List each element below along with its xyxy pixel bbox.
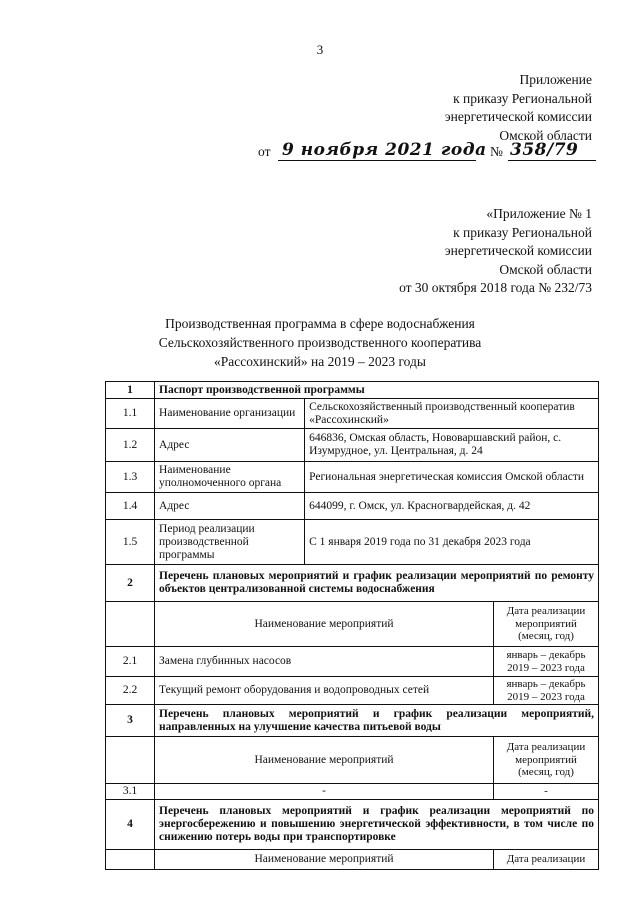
table-row bbox=[106, 493, 599, 520]
table-row bbox=[106, 677, 599, 705]
column-header-row bbox=[106, 602, 599, 647]
column-header-name: Наименование мероприятий bbox=[155, 602, 494, 647]
row-value: Региональная энергетическая комиссия Омской области bbox=[305, 462, 599, 493]
row-number: 1.5 bbox=[106, 520, 155, 565]
row-number: 1.2 bbox=[106, 429, 155, 462]
order-date-line bbox=[258, 139, 598, 163]
measure-date: январь – декабрь 2019 – 2023 года bbox=[494, 647, 599, 677]
table-row bbox=[106, 784, 599, 800]
row-number: 1.1 bbox=[106, 399, 155, 429]
empty-cell bbox=[106, 602, 155, 647]
section-header-row bbox=[106, 382, 599, 399]
measure-name: Текущий ремонт оборудования и водопроводных сетей bbox=[155, 677, 494, 705]
appendix-line: Приложение bbox=[519, 72, 592, 87]
measure-name: - bbox=[155, 784, 494, 800]
column-header-date: Дата реализации bbox=[494, 850, 599, 870]
section-title: Паспорт производственной программы bbox=[155, 382, 599, 399]
appendix-line: энергетической комиссии bbox=[444, 243, 592, 258]
program-table bbox=[105, 381, 599, 870]
appendix-line: к приказу Региональной bbox=[453, 90, 592, 106]
table-row bbox=[106, 399, 599, 429]
column-header-name: Наименование мероприятий bbox=[155, 737, 494, 784]
handwritten-date: 9 ноября 2021 года bbox=[282, 140, 487, 160]
title-line: Производственная программа в сфере водоснабжения bbox=[165, 316, 475, 331]
table-row bbox=[106, 520, 599, 565]
title-line: «Рассохинский» на 2019 – 2023 годы bbox=[214, 354, 426, 369]
table-row bbox=[106, 429, 599, 462]
row-number: 2.2 bbox=[106, 677, 155, 705]
number-label: № bbox=[490, 144, 503, 159]
document-title bbox=[0, 314, 640, 371]
section-header-row bbox=[106, 800, 599, 850]
column-header-name: Наименование мероприятий bbox=[155, 850, 494, 870]
row-value: С 1 января 2019 года по 31 декабря 2023 года bbox=[305, 520, 599, 565]
handwritten-number: 358/79 bbox=[510, 140, 579, 160]
section-number: 4 bbox=[106, 800, 155, 850]
column-header-row bbox=[106, 850, 599, 870]
date-underline bbox=[278, 160, 476, 161]
appendix-line: Омской области bbox=[499, 261, 592, 277]
empty-cell bbox=[106, 850, 155, 870]
column-header-date: Дата реализации мероприятий (месяц, год) bbox=[494, 737, 599, 784]
original-appendix-block bbox=[399, 205, 592, 298]
section-title: Перечень плановых мероприятий и график реализации мероприятий по энергосбережению и повышению энергетической эффективности, в том числе по снижению потерь воды при транспортировке bbox=[155, 800, 599, 850]
row-label: Адрес bbox=[155, 493, 305, 520]
section-header-row bbox=[106, 565, 599, 602]
row-number: 1.3 bbox=[106, 462, 155, 493]
row-value: 646836, Омская область, Нововаршавский район, с. Изумрудное, ул. Центральная, д. 24 bbox=[305, 429, 599, 462]
row-label: Период реализации производственной программы bbox=[155, 520, 305, 565]
appendix-block bbox=[445, 71, 592, 145]
column-header-row bbox=[106, 737, 599, 784]
section-title: Перечень плановых мероприятий и график реализации мероприятий, направленных на улучшение качества питьевой воды bbox=[155, 705, 599, 737]
section-title: Перечень плановых мероприятий и график реализации мероприятий по ремонту объектов централизованной системы водоснабжения bbox=[155, 565, 599, 602]
appendix-line: к приказу Региональной bbox=[453, 224, 592, 240]
row-number: 2.1 bbox=[106, 647, 155, 677]
measure-date: январь – декабрь 2019 – 2023 года bbox=[494, 677, 599, 705]
row-label: Наименование уполномоченного органа bbox=[155, 462, 305, 493]
measure-date: - bbox=[494, 784, 599, 800]
appendix-line: от 30 октября 2018 года № 232/73 bbox=[399, 280, 592, 295]
section-number: 1 bbox=[106, 382, 155, 399]
column-header-date: Дата реализации мероприятий (месяц, год) bbox=[494, 602, 599, 647]
number-underline bbox=[508, 160, 596, 161]
row-value: 644099, г. Омск, ул. Красногвардейская, д. 42 bbox=[305, 493, 599, 520]
table-row bbox=[106, 462, 599, 493]
appendix-line: Омской области bbox=[499, 127, 592, 143]
from-label: от bbox=[258, 144, 271, 159]
row-label: Наименование организации bbox=[155, 399, 305, 429]
measure-name: Замена глубинных насосов bbox=[155, 647, 494, 677]
section-header-row bbox=[106, 705, 599, 737]
table-row bbox=[106, 647, 599, 677]
row-value: Сельскохозяйственный производственный кооператив «Рассохинский» bbox=[305, 399, 599, 429]
title-line: Сельскохозяйственного производственного кооператива bbox=[158, 335, 482, 350]
appendix-line: «Приложение № 1 bbox=[486, 206, 592, 221]
row-label: Адрес bbox=[155, 429, 305, 462]
page-number: 3 bbox=[316, 42, 324, 57]
row-number: 1.4 bbox=[106, 493, 155, 520]
section-number: 3 bbox=[106, 705, 155, 737]
row-number: 3.1 bbox=[106, 784, 155, 800]
appendix-line: энергетической комиссии bbox=[444, 109, 592, 124]
empty-cell bbox=[106, 737, 155, 784]
section-number: 2 bbox=[106, 565, 155, 602]
